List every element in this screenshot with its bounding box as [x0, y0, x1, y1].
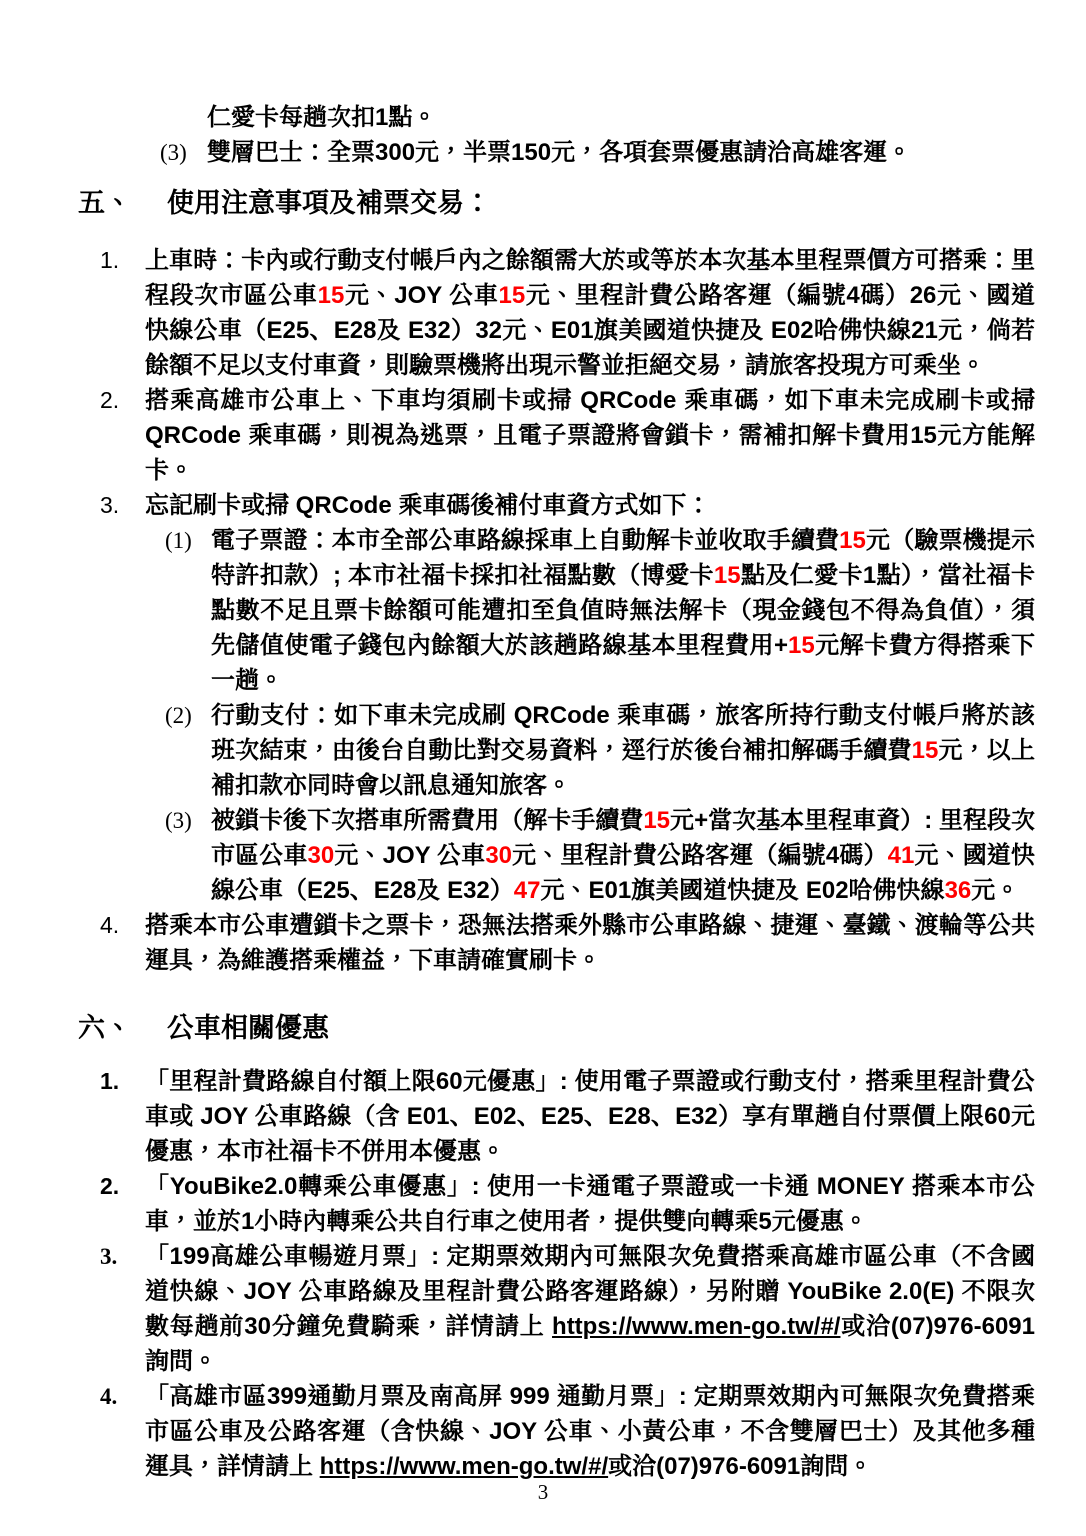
section-title: 公車相關優惠: [167, 1013, 329, 1043]
list-item-text: [145, 488, 1035, 523]
text-run: 「高雄市區399通勤月票及南高屏 999 通勤月票」: 定期票效期內可無限次免費搭乘市區公車及公路客運（含快線、JOY 公車、小黃公車，不含雙層巴士）及其他多種運具，詳情請上: [145, 1383, 1035, 1480]
text-run: 點及仁愛卡1點），當社福卡點數不足且票卡餘額可能遭扣至負值時無法解卡（現金錢包不得為負值），須先儲值使電子錢包內餘額大於該趟路線基本里程費用+: [211, 562, 1035, 659]
url-link[interactable]: https://www.men-go.tw/#/: [319, 1453, 609, 1480]
text-run: 元、國道快線公車（E25、E28及 E32）: [211, 842, 1036, 904]
fare-amount-red: 41: [887, 842, 915, 869]
text-run: 忘記刷卡或掃 QRCode 乘車碼後補付車資方式如下：: [145, 492, 711, 519]
sub-item-marker: (1): [165, 528, 192, 553]
section-number: 六、: [78, 1013, 132, 1043]
fare-amount-red: 36: [944, 877, 972, 904]
list-item-text: [145, 1064, 1035, 1169]
promo-item-2: [78, 1169, 1035, 1239]
list-item-3: [78, 488, 1035, 523]
fare-amount-red: 15: [643, 807, 671, 834]
section-heading-six: [78, 1008, 1035, 1048]
list-item-text: [145, 383, 1035, 488]
list-item-text: [145, 1169, 1035, 1239]
fare-amount-red: 15: [911, 737, 939, 764]
text-run: 元、里程計費公路客運（編號4碼）26元、國道快線公車（E25、E28及 E32）32元、E01旗美國道快捷及 E02哈佛快線21元，倘若餘額不足以支付車資，則驗票機將出現示警並拒絕交易，請旅客投現方可乘坐。: [145, 282, 1036, 379]
promo-item-1: [78, 1064, 1035, 1169]
promo-item-3: [78, 1239, 1035, 1379]
list-item-2: [78, 383, 1035, 488]
sub-item-3-top: [78, 135, 1035, 170]
text-run: 搭乘高雄市公車上、下車均須刷卡或掃 QRCode 乘車碼，如下車未完成刷卡或掃 QRCode 乘車碼，則視為逃票，且電子票證將會鎖卡，需補扣解卡費用15元方能解卡。: [145, 387, 1035, 484]
sub-item-text: [211, 803, 1035, 908]
text-run: 元、JOY 公車: [334, 842, 486, 869]
text-run: 元、JOY 公車: [344, 282, 499, 309]
sub-item-text: [211, 523, 1035, 698]
fare-amount-red: 30: [307, 842, 335, 869]
text-run: 元，以上補扣款亦同時會以訊息通知旅客。: [211, 737, 1036, 799]
text-run: 或洽(07)976-6091詢問。: [145, 1313, 1035, 1375]
text-run: 電子票證：本市全部公車路線採車上自動解卡並收取手續費: [211, 527, 840, 554]
paragraph-text: [207, 104, 436, 131]
list-item-number: 2.: [100, 387, 120, 413]
text-run: 仁愛卡每趟次扣1點。: [207, 104, 437, 131]
list-item-1: [78, 243, 1035, 383]
text-run: 或洽(07)976-6091詢問。: [608, 1453, 873, 1480]
sub-item-3: [78, 803, 1035, 908]
fare-amount-red: 47: [513, 877, 541, 904]
text-run: 被鎖卡後下次搭車所需費用（解卡手續費: [211, 807, 644, 834]
text-run: 元+當次基本里程車資）: 里程段次市區公車: [211, 807, 1035, 869]
text-run: 雙層巴士：全票300元，半票150元，各項套票優惠請洽高雄客運。: [207, 139, 912, 166]
text-run: 搭乘本市公車遭鎖卡之票卡，恐無法搭乘外縣市公車路線、捷運、臺鐵、渡輪等公共運具，為維護搭乘權益，下車請確實刷卡。: [145, 912, 1035, 974]
text-run: 元解卡費方得搭乘下一趟。: [211, 632, 1036, 694]
text-run: 元、E01旗美國道快捷及 E02哈佛快線: [540, 877, 945, 904]
text-run: 「YouBike2.0轉乘公車優惠」: 使用一卡通電子票證或一卡通 MONEY 搭乘本市公車，並於1小時內轉乘公共自行車之使用者，提供雙向轉乘5元優惠。: [145, 1173, 1035, 1235]
fare-amount-red: 15: [317, 282, 345, 309]
list-item-text: [145, 1239, 1035, 1379]
list-item-number: 1.: [100, 247, 120, 273]
text-run: 元。: [971, 877, 1020, 904]
fare-amount-red: 15: [498, 282, 526, 309]
fare-amount-red: 15: [713, 562, 741, 589]
page-number: 3: [537, 1480, 549, 1504]
list-item-number: 1.: [100, 1068, 120, 1094]
list-item-number: 3.: [100, 492, 120, 518]
sub-item-marker: (3): [160, 140, 187, 165]
fare-amount-red: 15: [839, 527, 866, 554]
fare-amount-red: 30: [485, 842, 513, 869]
list-item-text: [145, 243, 1035, 383]
fare-amount-red: 15: [788, 632, 815, 659]
section-heading-five: [78, 183, 1035, 223]
text-run: 「199高雄公車暢遊月票」: 定期票效期內可無限次免費搭乘高雄市區公車（不含國道快線、JOY 公車路線及里程計費公路客運路線），另附贈 YouBike 2.0(E) 不限次數每趟前30分鐘免費騎乘，詳情請上: [145, 1243, 1035, 1340]
sub-item-2: [78, 698, 1035, 803]
text-run: 元、里程計費公路客運（編號4碼）: [512, 842, 888, 869]
url-link[interactable]: https://www.men-go.tw/#/: [552, 1313, 841, 1340]
section-number: 五、: [78, 188, 132, 218]
sub-item-text: [211, 698, 1035, 803]
text-run: 行動支付：如下車未完成刷 QRCode 乘車碼，旅客所持行動支付帳戶將於該班次結束，由後台自動比對交易資料，逕行於後台補扣解碼手續費: [211, 702, 1035, 764]
list-item-number: 4.: [100, 912, 120, 938]
list-item-number: 3.: [100, 1244, 118, 1269]
list-item-number: 4.: [100, 1384, 118, 1409]
sub-item-1: [78, 523, 1035, 698]
sub-item-text: [207, 135, 1035, 170]
text-run: 元（驗票機提示特許扣款）; 本市社福卡採扣社福點數（博愛卡: [211, 527, 1035, 589]
text-run: 「里程計費路線自付額上限60元優惠」: 使用電子票證或行動支付，搭乘里程計費公車或 JOY 公車路線（含 E01、E02、E25、E28、E32）享有單趟自付票價上限60元優惠，本市社福卡不併用本優惠。: [145, 1068, 1035, 1165]
text-run: 上車時：卡內或行動支付帳戶內之餘額需大於或等於本次基本里程票價方可搭乘：里程段次市區公車: [145, 247, 1035, 309]
list-item-text: [145, 908, 1035, 978]
list-item-number: 2.: [100, 1173, 120, 1199]
continuation-line: [78, 100, 1035, 135]
list-item-4: [78, 908, 1035, 978]
sub-item-marker: (3): [165, 808, 192, 833]
section-title: 使用注意事項及補票交易：: [167, 188, 491, 218]
list-item-text: [145, 1379, 1035, 1484]
promo-item-4: [78, 1379, 1035, 1484]
sub-item-marker: (2): [165, 703, 192, 728]
